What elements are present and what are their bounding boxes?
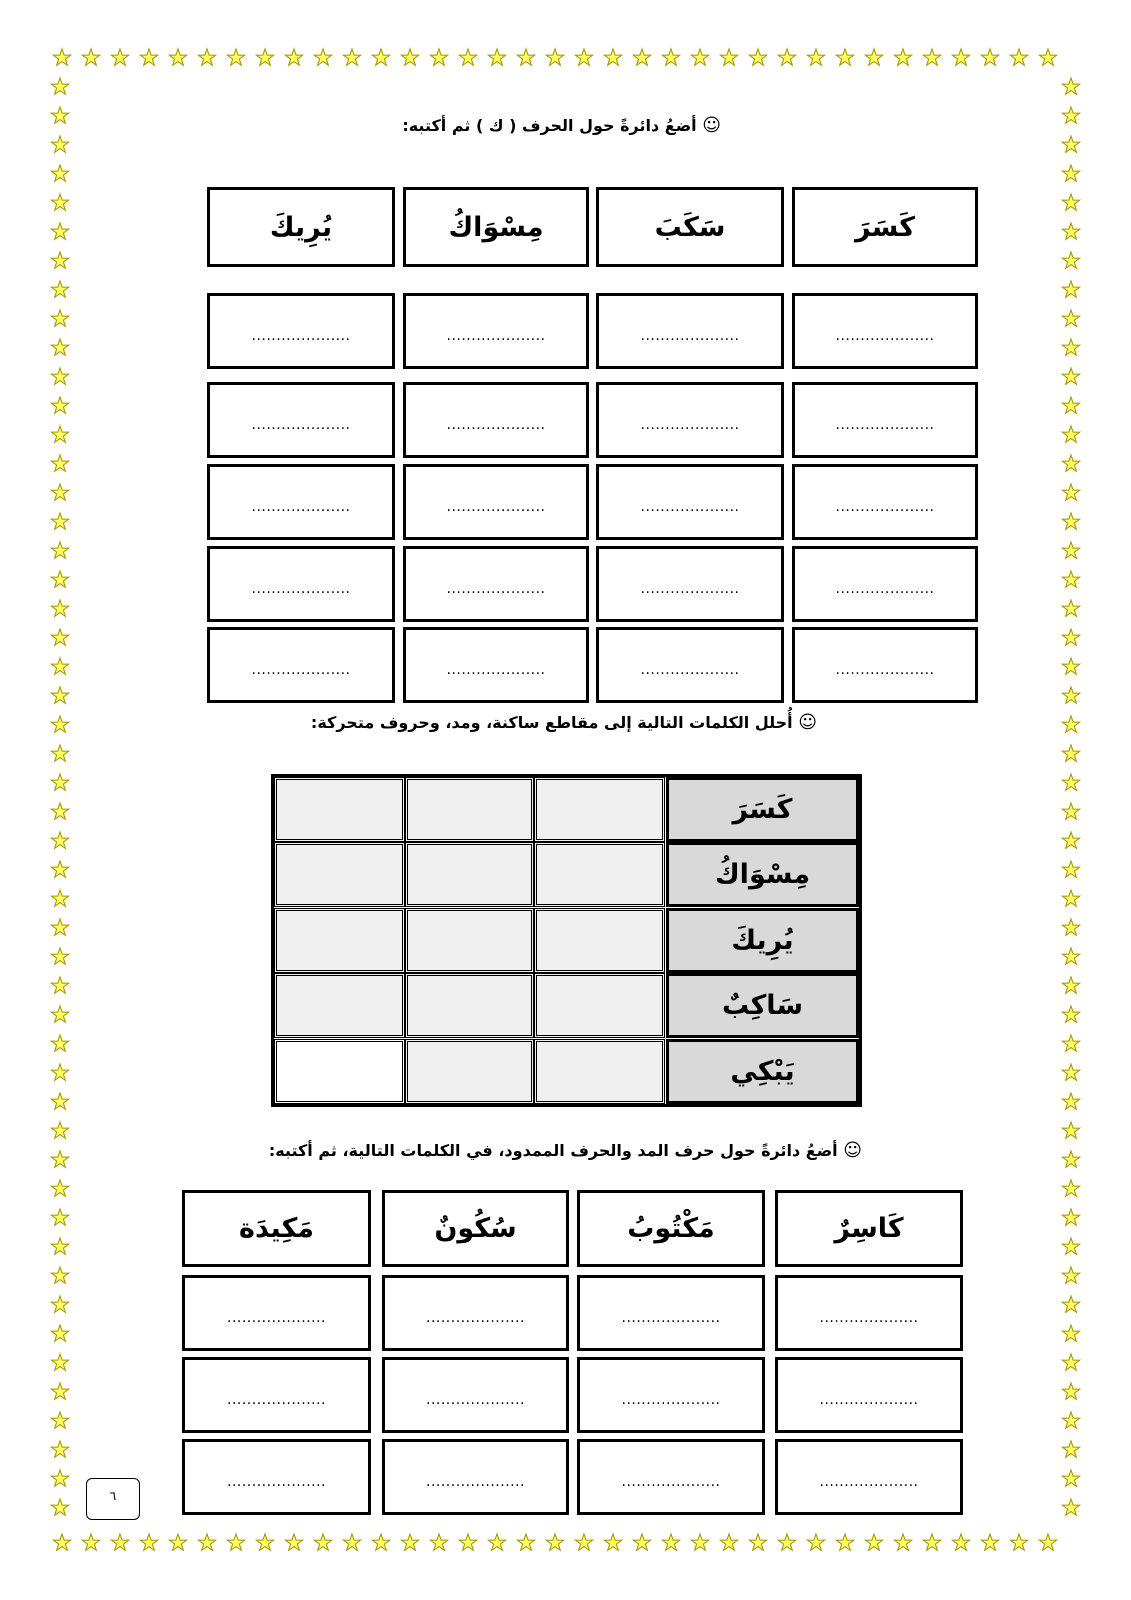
star-icon <box>51 803 68 819</box>
star-icon <box>51 1151 68 1167</box>
answer-box[interactable]: .................... <box>596 382 784 458</box>
star-icon <box>51 252 68 268</box>
answer-box[interactable]: .................... <box>207 546 395 622</box>
star-icon <box>51 1296 68 1312</box>
star-icon <box>198 49 215 65</box>
answer-box[interactable]: .................... <box>182 1357 371 1433</box>
answer-box[interactable]: .................... <box>207 464 395 540</box>
star-icon <box>691 49 708 65</box>
star-icon <box>51 977 68 993</box>
star-icon <box>575 49 592 65</box>
answer-box[interactable]: .................... <box>403 627 589 703</box>
star-icon <box>51 1325 68 1341</box>
star-icon <box>1062 1296 1079 1312</box>
star-icon <box>51 919 68 935</box>
star-icon <box>198 1534 215 1550</box>
star-icon <box>51 310 68 326</box>
answer-box[interactable]: .................... <box>207 627 395 703</box>
segment-answer-cell[interactable] <box>534 777 665 842</box>
star-icon <box>51 397 68 413</box>
star-icon <box>1062 426 1079 442</box>
star-icon <box>51 774 68 790</box>
star-icon <box>53 49 70 65</box>
star-icon <box>459 49 476 65</box>
section2-instruction-text: أُحلل الكلمات التالية إلى مقاطع ساكنة، ومد، وحروف متحركة: <box>310 713 793 732</box>
answer-box[interactable]: .................... <box>382 1275 569 1351</box>
answer-box[interactable]: .................... <box>596 293 784 369</box>
star-icon <box>256 1534 273 1550</box>
section3-word-2: مَكْتُوبُ <box>577 1190 765 1267</box>
star-icon <box>1062 1209 1079 1225</box>
answer-box[interactable]: .................... <box>792 293 978 369</box>
star-icon <box>1039 49 1056 65</box>
section3-word-1: كَاسِرٌ <box>775 1190 963 1267</box>
star-icon <box>1062 1354 1079 1370</box>
star-icon <box>952 49 969 65</box>
star-icon <box>401 49 418 65</box>
star-icon <box>51 716 68 732</box>
star-icon <box>1062 1238 1079 1254</box>
segment-word-cell: يَبْكِي <box>666 1039 859 1104</box>
star-icon <box>1062 687 1079 703</box>
star-icon <box>140 1534 157 1550</box>
star-icon <box>51 281 68 297</box>
star-icon <box>51 658 68 674</box>
star-icon <box>923 49 940 65</box>
star-icon <box>51 165 68 181</box>
smiley-face-icon: ☺ <box>798 712 817 733</box>
star-icon <box>51 223 68 239</box>
answer-box[interactable]: .................... <box>792 546 978 622</box>
star-icon <box>604 49 621 65</box>
star-icon <box>51 542 68 558</box>
star-icon <box>82 1534 99 1550</box>
star-icon <box>372 49 389 65</box>
star-icon <box>51 1238 68 1254</box>
star-icon <box>1062 194 1079 210</box>
star-icon <box>51 1267 68 1283</box>
segment-answer-cell[interactable] <box>534 973 665 1038</box>
star-icon <box>836 49 853 65</box>
segment-answer-cell[interactable] <box>405 1039 534 1104</box>
smiley-face-icon: ☺ <box>843 1140 862 1161</box>
answer-box[interactable]: .................... <box>577 1357 765 1433</box>
star-icon <box>1062 455 1079 471</box>
answer-box[interactable]: .................... <box>596 627 784 703</box>
star-icon <box>1062 136 1079 152</box>
section1-instruction-text: أضعُ دائرةً حول الحرف ( ك ) ثم أكتبه: <box>402 116 697 135</box>
star-icon <box>952 1534 969 1550</box>
star-icon <box>749 1534 766 1550</box>
star-icon <box>51 107 68 123</box>
star-icon <box>51 1383 68 1399</box>
answer-box[interactable]: .................... <box>596 464 784 540</box>
star-icon <box>1062 1412 1079 1428</box>
star-icon <box>51 1209 68 1225</box>
answer-box[interactable]: .................... <box>577 1275 765 1351</box>
star-icon <box>343 1534 360 1550</box>
star-icon <box>51 1354 68 1370</box>
star-icon <box>1062 803 1079 819</box>
star-icon <box>372 1534 389 1550</box>
star-icon <box>1062 107 1079 123</box>
section1-instruction <box>402 115 721 136</box>
star-icon <box>546 1534 563 1550</box>
star-icon <box>1062 1267 1079 1283</box>
star-icon <box>51 1470 68 1486</box>
star-icon <box>778 1534 795 1550</box>
segment-answer-cell[interactable] <box>274 1039 405 1104</box>
star-icon <box>720 49 737 65</box>
segmentation-table <box>271 774 862 1107</box>
star-icon <box>51 455 68 471</box>
star-icon <box>1039 1534 1056 1550</box>
star-icon <box>1010 1534 1027 1550</box>
star-icon <box>51 1499 68 1515</box>
star-icon <box>227 1534 244 1550</box>
star-icon <box>51 1441 68 1457</box>
star-icon <box>314 49 331 65</box>
page-number: ٦ <box>86 1478 140 1520</box>
star-icon <box>1062 1035 1079 1051</box>
star-icon <box>256 49 273 65</box>
star-icon <box>865 49 882 65</box>
star-icon <box>401 1534 418 1550</box>
star-icon <box>1062 165 1079 181</box>
star-icon <box>82 49 99 65</box>
star-icon <box>1062 1470 1079 1486</box>
star-icon <box>51 629 68 645</box>
section3-instruction-text: أضعُ دائرةً حول حرف المد والحرف الممدود، في الكلمات التالية، ثم أكتبه: <box>268 1141 838 1160</box>
star-icon <box>51 1064 68 1080</box>
star-icon <box>51 1412 68 1428</box>
star-icon <box>604 1534 621 1550</box>
star-icon <box>981 49 998 65</box>
star-icon <box>51 745 68 761</box>
segment-word-cell: مِسْوَاكُ <box>666 842 859 907</box>
answer-box[interactable]: .................... <box>182 1275 371 1351</box>
answer-box[interactable]: .................... <box>792 464 978 540</box>
answer-box[interactable]: .................... <box>403 546 589 622</box>
star-icon <box>981 1534 998 1550</box>
star-icon <box>1062 890 1079 906</box>
answer-box[interactable]: .................... <box>775 1275 963 1351</box>
segment-answer-cell[interactable] <box>405 777 534 842</box>
star-icon <box>720 1534 737 1550</box>
star-icon <box>662 49 679 65</box>
segment-answer-cell[interactable] <box>405 973 534 1038</box>
star-icon <box>1062 339 1079 355</box>
star-icon <box>1062 78 1079 94</box>
section3-instruction <box>269 1140 862 1161</box>
star-icon <box>169 1534 186 1550</box>
segment-word-cell: يُرِيكَ <box>666 908 859 973</box>
star-icon <box>1062 484 1079 500</box>
star-icon <box>1062 919 1079 935</box>
star-icon <box>51 1122 68 1138</box>
star-icon <box>1062 745 1079 761</box>
star-icon <box>1062 310 1079 326</box>
star-icon <box>1062 658 1079 674</box>
segment-answer-cell[interactable] <box>405 908 534 973</box>
star-icon <box>1062 1093 1079 1109</box>
answer-box[interactable]: .................... <box>775 1357 963 1433</box>
star-icon <box>1062 1180 1079 1196</box>
star-icon <box>51 513 68 529</box>
star-icon <box>314 1534 331 1550</box>
segment-answer-cell[interactable] <box>274 777 405 842</box>
answer-box[interactable]: .................... <box>403 293 589 369</box>
answer-box[interactable]: .................... <box>775 1439 963 1515</box>
star-icon <box>1062 600 1079 616</box>
section2-instruction <box>311 712 817 733</box>
answer-box[interactable]: .................... <box>792 627 978 703</box>
star-icon <box>111 1534 128 1550</box>
star-icon <box>53 1534 70 1550</box>
answer-box[interactable]: .................... <box>403 464 589 540</box>
star-icon <box>169 49 186 65</box>
star-icon <box>1062 948 1079 964</box>
star-icon <box>51 339 68 355</box>
answer-box[interactable]: .................... <box>596 546 784 622</box>
star-icon <box>517 49 534 65</box>
star-icon <box>807 49 824 65</box>
star-icon <box>51 194 68 210</box>
star-icon <box>1062 1122 1079 1138</box>
star-icon <box>488 1534 505 1550</box>
segment-answer-cell[interactable] <box>534 842 665 907</box>
star-icon <box>51 832 68 848</box>
star-icon <box>1062 1325 1079 1341</box>
star-icon <box>662 1534 679 1550</box>
star-icon <box>51 890 68 906</box>
star-icon <box>488 49 505 65</box>
star-icon <box>1062 223 1079 239</box>
segment-word-cell: سَاكِبٌ <box>666 973 859 1038</box>
star-icon <box>51 78 68 94</box>
answer-box[interactable]: .................... <box>207 382 395 458</box>
star-icon <box>1062 774 1079 790</box>
star-icon <box>1062 542 1079 558</box>
section3-word-3: سُكُونٌ <box>382 1190 569 1267</box>
star-icon <box>1062 368 1079 384</box>
segment-answer-cell[interactable] <box>274 908 405 973</box>
star-icon <box>807 1534 824 1550</box>
answer-box[interactable]: .................... <box>182 1439 371 1515</box>
segment-word-cell: كَسَرَ <box>666 777 859 842</box>
star-icon <box>1062 977 1079 993</box>
star-icon <box>1062 1006 1079 1022</box>
star-icon <box>1062 397 1079 413</box>
star-icon <box>51 426 68 442</box>
star-icon <box>285 1534 302 1550</box>
answer-box[interactable]: .................... <box>403 382 589 458</box>
star-icon <box>865 1534 882 1550</box>
star-icon <box>51 600 68 616</box>
star-icon <box>1062 252 1079 268</box>
star-icon <box>633 49 650 65</box>
section1-word-4: يُرِيكَ <box>207 187 395 267</box>
star-icon <box>1062 629 1079 645</box>
star-icon <box>1062 1441 1079 1457</box>
star-icon <box>140 49 157 65</box>
star-icon <box>836 1534 853 1550</box>
star-icon <box>1062 1151 1079 1167</box>
star-icon <box>1062 571 1079 587</box>
star-icon <box>894 49 911 65</box>
star-icon <box>546 49 563 65</box>
star-icon <box>51 861 68 877</box>
star-icon <box>430 1534 447 1550</box>
star-icon <box>51 368 68 384</box>
star-icon <box>894 1534 911 1550</box>
segment-answer-cell[interactable] <box>274 842 405 907</box>
star-icon <box>51 571 68 587</box>
segment-answer-cell[interactable] <box>405 842 534 907</box>
star-icon <box>51 687 68 703</box>
star-icon <box>1062 513 1079 529</box>
star-icon <box>430 49 447 65</box>
section1-word-1: كَسَرَ <box>792 187 978 267</box>
star-icon <box>633 1534 650 1550</box>
segment-answer-cell[interactable] <box>274 973 405 1038</box>
star-icon <box>343 49 360 65</box>
section1-word-2: سَكَبَ <box>596 187 784 267</box>
star-icon <box>923 1534 940 1550</box>
smiley-face-icon: ☺ <box>702 115 721 136</box>
star-icon <box>51 1093 68 1109</box>
segment-answer-cell[interactable] <box>534 908 665 973</box>
star-icon <box>1010 49 1027 65</box>
star-icon <box>51 136 68 152</box>
answer-box[interactable]: .................... <box>577 1439 765 1515</box>
answer-box[interactable]: .................... <box>792 382 978 458</box>
star-icon <box>285 49 302 65</box>
star-icon <box>51 948 68 964</box>
star-icon <box>1062 832 1079 848</box>
star-icon <box>1062 1383 1079 1399</box>
star-icon <box>691 1534 708 1550</box>
star-icon <box>1062 861 1079 877</box>
star-icon <box>227 49 244 65</box>
star-icon <box>1062 1499 1079 1515</box>
star-icon <box>1062 1064 1079 1080</box>
star-icon <box>51 484 68 500</box>
answer-box[interactable]: .................... <box>207 293 395 369</box>
star-icon <box>1062 716 1079 732</box>
star-icon <box>459 1534 476 1550</box>
star-icon <box>111 49 128 65</box>
star-icon <box>51 1035 68 1051</box>
star-icon <box>749 49 766 65</box>
section3-word-4: مَكِيدَة <box>182 1190 371 1267</box>
star-icon <box>1062 281 1079 297</box>
star-icon <box>51 1006 68 1022</box>
answer-box[interactable]: .................... <box>382 1357 569 1433</box>
segment-answer-cell[interactable] <box>534 1039 665 1104</box>
answer-box[interactable]: .................... <box>382 1439 569 1515</box>
star-icon <box>51 1180 68 1196</box>
star-icon <box>575 1534 592 1550</box>
section1-word-3: مِسْوَاكُ <box>403 187 589 267</box>
star-icon <box>778 49 795 65</box>
star-icon <box>517 1534 534 1550</box>
